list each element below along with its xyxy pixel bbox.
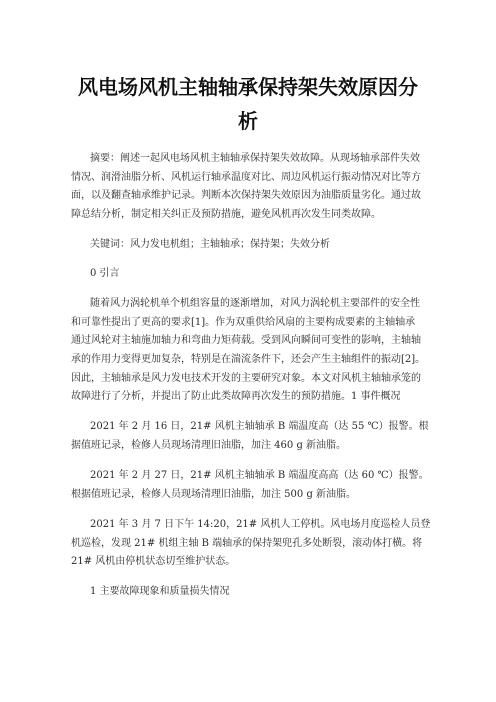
- intro-line: 和可靠性提出了更高的要求[1]。作为双重供给风扇的主要构成要素的主轴轴承: [71, 317, 416, 328]
- event-2-line: 2021 年 2 月 27 日，21# 风机主轴轴承 B 端温度高高（达 60 ℃）报警。: [90, 470, 429, 481]
- event-2-line: 根据值班记录，检修人员现场清理旧油脂，加注 500 g 新油脂。: [71, 489, 357, 500]
- intro-line: 随着风力涡轮机单个机组容量的逐渐增加，对风力涡轮机主要部件的安全性: [90, 298, 420, 309]
- intro-line: 因此，主轴轴承是风力发电技术开发的主要研究对象。本文对风机主轴轴承笼的: [71, 373, 421, 384]
- abstract-line: 面，以及翻查轴承维护记录。判断本次保持架失效原因为油脂质量劣化。通过故: [71, 190, 421, 201]
- intro-line: 承的作用力变得更加复杂，特别是在湍流条件下，还会产生主轴组件的振动[2]。: [71, 354, 426, 365]
- abstract-line: 情况、润滑油脂分析、风机运行轴承温度对比、周边风机运行振动情况对比等方: [71, 172, 421, 183]
- section-1-heading: 1 主要故障现象和质量损失情况: [90, 586, 230, 597]
- intro-line: 故障进行了分析，并提出了防止此类故障再次发生的预防措施。1 事件概况: [71, 391, 401, 402]
- abstract-line: 摘要：阐述一起风电场风机主轴轴承保持架失效故障。从现场轴承部件失效: [90, 153, 420, 164]
- section-0-heading: 0 引言: [90, 268, 120, 279]
- abstract-line: 障总结分析，制定相关纠正及预防措施，避免风机再次发生同类故障。: [71, 209, 381, 220]
- intro-line: 通过风轮对主轴施加轴力和弯曲力矩荷载。受到风向瞬间可变性的影响，主轴轴: [71, 335, 421, 346]
- title-line-2: 析: [238, 109, 258, 133]
- event-1-line: 2021 年 2 月 16 日，21# 风机主轴轴承 B 端温度高（达 55 ℃）报警。根: [90, 421, 429, 432]
- event-3-line: 机巡检，发现 21# 机组主轴 B 端轴承的保持架兜孔多处断裂，滚动体打横。将: [71, 538, 423, 549]
- event-3-line: 2021 年 3 月 7 日下午 14:20，21# 风机人工停机。风电场月度巡检人员登: [90, 519, 431, 530]
- keywords: 关键词：风力发电机组；主轴轴承；保持架；失效分析: [90, 239, 330, 250]
- event-3-line: 21# 风机由停机状态切至维护状态。: [71, 556, 236, 567]
- title-line-1: 风电场风机主轴轴承保持架失效原因分: [78, 75, 418, 99]
- event-1-line: 据值班记录，检修人员现场清理旧油脂，加注 460 g 新油脂。: [71, 440, 347, 451]
- document-title: [60, 70, 436, 138]
